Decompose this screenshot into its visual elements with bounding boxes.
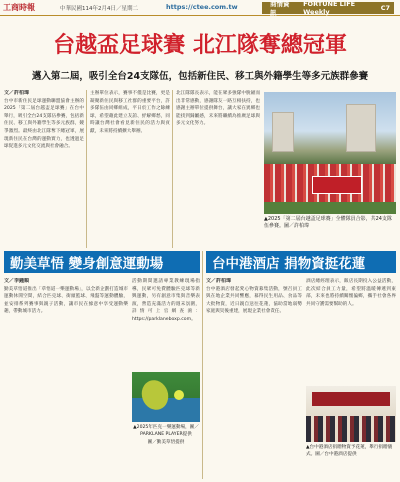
lead-text-1: 台中市新住民足球運動聯盟協會主辦的2025「第二屆台越盃足球賽」在台中舉行，吸引全台24支隊伍參賽，包括新住民、移工與外籍學生等多元族群，競爭激烈。最終由北江隊奪下總冠軍，展現新住民在台灣的運動實力，也透過足球促進多元文化交流與社會融合。 xyxy=(4,98,84,150)
story2-text-1: 勤美草悟道推出「草悟道一樂運動場」，以全新企劃打造城市運動休閒空間，結合匹克球、街頭籃球、飛盤等運動體驗，並安排系列賽事與親子活動，讓市民在綠意中享受運動樂趣，帶動城市活力。 xyxy=(4,286,128,315)
field-grass xyxy=(264,202,396,214)
donation-photo xyxy=(306,386,396,442)
masthead xyxy=(0,0,400,16)
story2-byline: 文／李鍾順 xyxy=(4,278,30,284)
lead-text-3: 北江隊隊長表示，能在眾多強隊中脫穎而出非常感動，感謝隊友一路互相扶持，也感謝主辦單位提供舞台，讓大家在異鄉也能找到歸屬感，未來將繼續為推廣足球與多元文化努力。 xyxy=(176,91,260,127)
lead-column-1 xyxy=(4,90,84,248)
section-divider xyxy=(202,251,203,479)
story2-photo-caption xyxy=(132,424,200,446)
column-divider xyxy=(86,90,87,248)
lead-column-3 xyxy=(176,90,260,248)
story3-text-2: 酒店總經理表示，飯店長期投入公益活動，此次結合員工力量，希望將溫暖傳遞到東部，未來也將持續關懷偏鄉，攜手社會各界共同守護需要幫助的人。 xyxy=(306,279,396,307)
story3-column-1 xyxy=(206,278,302,478)
section-bar xyxy=(262,0,394,17)
lead-byline: 文／許柏瑋 xyxy=(4,90,30,96)
lead-headline: 台越盃足球賽 北江隊奪總冠軍 xyxy=(53,32,347,58)
section-title-en: FORTUNE LIFE Weekly xyxy=(303,0,356,16)
story2-caption-text: ▲2025年匹克一樂運動場，圖／PARKLANE PLAYER提供 xyxy=(133,425,199,438)
backdrop xyxy=(312,392,390,406)
event-banner xyxy=(312,176,362,194)
story2-column-1 xyxy=(4,278,128,478)
pickleball-photo xyxy=(132,372,200,422)
lead-subhead: 邁入第二屆，吸引全台24支隊伍，包括新住民、移工與外籍學生等多元族群參賽 xyxy=(31,71,369,82)
ball xyxy=(174,390,184,400)
building xyxy=(346,104,376,152)
story2-text-2: 活動期間邀請專業教練現場指導，民眾可免費體驗匹克球等新興運動，另有創意市集與音樂表演，營造充滿活力的週末氛圍，詳情可上官網查詢：https://parklaneboxp.com。 xyxy=(132,279,200,322)
story3-text-1: 台中港酒店發起愛心物資募集活動，號召員工與在地企業共同響應，募得民生用品、食品等大批物資，近日親自送往花蓮，協助當地弱勢家庭與災後重建，展現企業社會責任。 xyxy=(206,286,302,315)
story3-byline: 文／許柏瑋 xyxy=(206,278,232,284)
newspaper-logo: 工商時報 xyxy=(3,2,35,12)
story3-photo-caption: ▲台中港酒店捐贈物資予花蓮，舉行捐贈儀式。圖／台中港酒店提供 xyxy=(306,445,393,457)
lead-photo-caption: ▲2025「第二屆台越盃足球賽」全體隊員合影，共24支隊伍參賽。圖／許柏瑋 xyxy=(264,216,392,229)
issue-date: 中華民國114年2月4日／星期二 xyxy=(60,6,138,12)
story3-column-2 xyxy=(306,278,396,384)
story2-column-2 xyxy=(132,278,200,370)
story2-banner: 勤美草悟 變身創意運動場 xyxy=(4,251,200,273)
column-divider xyxy=(172,90,173,248)
story2-photo-credit: 圖／勤美草悟提供 xyxy=(147,439,185,445)
lead-photo xyxy=(264,92,396,214)
building xyxy=(272,112,294,152)
story3-banner: 台中港酒店 捐物資挺花蓮 xyxy=(206,251,396,273)
lead-column-2 xyxy=(90,90,170,248)
page-number: C7 xyxy=(380,4,390,12)
lead-text-2: 主辦單位表示，賽事不僅是比賽，更是凝聚新住民與移工社群的重要平台，許多隊伍由同鄉組成，平日於工作之餘練球，希望藉此建立友誼、紓解鄉愁，同時讓台灣社會看見新住民的活力與貢獻，未來將持續擴大舉辦。 xyxy=(90,91,170,134)
site-url[interactable]: https://ctee.com.tw xyxy=(166,3,238,11)
group-people xyxy=(306,416,396,442)
section-title-zh: 商情資訊 xyxy=(270,0,290,17)
